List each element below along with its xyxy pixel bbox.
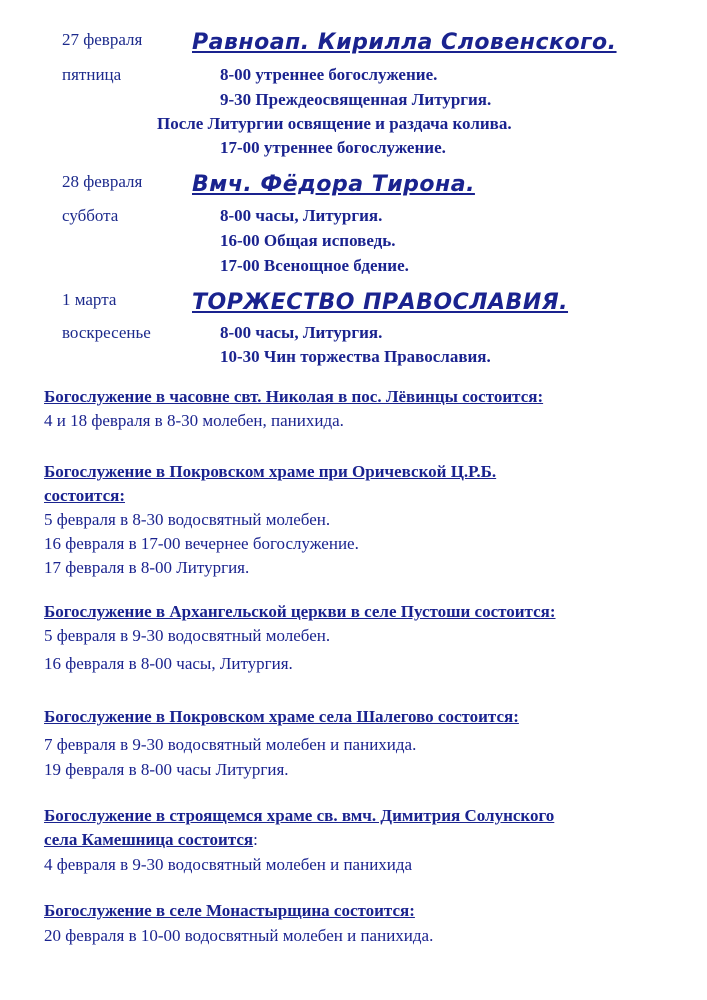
service-item: 8-00 часы, Литургия. [220, 323, 383, 342]
section-line: 16 февраля в 17-00 вечернее богослужение. [44, 534, 359, 553]
service-item: 8-00 утреннее богослужение. [220, 65, 438, 84]
section-title: Богослужение в Покровском храме села Шалегово состоится: [44, 707, 519, 726]
feast-title: Равноап. Кирилла Словенского. [192, 30, 617, 55]
section-line: 7 февраля в 9-30 водосвятный молебен и панихида. [44, 735, 417, 754]
service-item: 9-30 Преждеосвященная Литургия. [220, 90, 492, 109]
section-title: села Камешница состоится [44, 830, 254, 849]
section-line: 19 февраля в 8-00 часы Литургия. [44, 760, 289, 779]
day-weekday: воскресенье [62, 323, 151, 342]
section-title-wrap [44, 830, 258, 850]
service-item: 16-00 Общая исповедь. [220, 231, 396, 250]
section-line: 17 февраля в 8-00 Литургия. [44, 558, 250, 577]
section-line: 16 февраля в 8-00 часы, Литургия. [44, 654, 293, 673]
day-weekday: суббота [62, 206, 119, 225]
section-line: 5 февраля в 8-30 водосвятный молебен. [44, 510, 331, 529]
day-date: 27 февраля [62, 30, 143, 49]
day-weekday: пятница [62, 65, 122, 84]
service-item: 8-00 часы, Литургия. [220, 206, 383, 225]
section-title: Богослужение в часовне свт. Николая в пос. Лёвинцы состоится: [44, 387, 544, 406]
service-item: 17-00 утреннее богослужение. [220, 138, 446, 157]
section-title: Богослужение в Архангельской церкви в селе Пустоши состоится: [44, 602, 556, 621]
section-title-suffix: : [253, 830, 258, 849]
section-line: 5 февраля в 9-30 водосвятный молебен. [44, 626, 331, 645]
service-item: После Литургии освящение и раздача колива. [157, 114, 512, 133]
section-title: Богослужение в Покровском храме при Оричевской Ц.Р.Б. [44, 462, 497, 481]
feast-title: Вмч. Фёдора Тирона. [192, 172, 475, 197]
service-item: 17-00 Всенощное бдение. [220, 256, 409, 275]
section-title: Богослужение в строящемся храме св. вмч. Димитрия Солунского [44, 806, 555, 825]
feast-title: ТОРЖЕСТВО ПРАВОСЛАВИЯ. [192, 290, 569, 315]
service-item: 10-30 Чин торжества Православия. [220, 347, 491, 366]
section-title: состоится: [44, 486, 125, 505]
section-title: Богослужение в селе Монастырщина состоится: [44, 901, 415, 920]
section-line: 4 и 18 февраля в 8-30 молебен, панихида. [44, 411, 344, 430]
day-date: 28 февраля [62, 172, 143, 191]
section-line: 4 февраля в 9-30 водосвятный молебен и панихида [44, 855, 413, 874]
day-date: 1 марта [62, 290, 117, 309]
section-line: 20 февраля в 10-00 водосвятный молебен и панихида. [44, 926, 434, 945]
